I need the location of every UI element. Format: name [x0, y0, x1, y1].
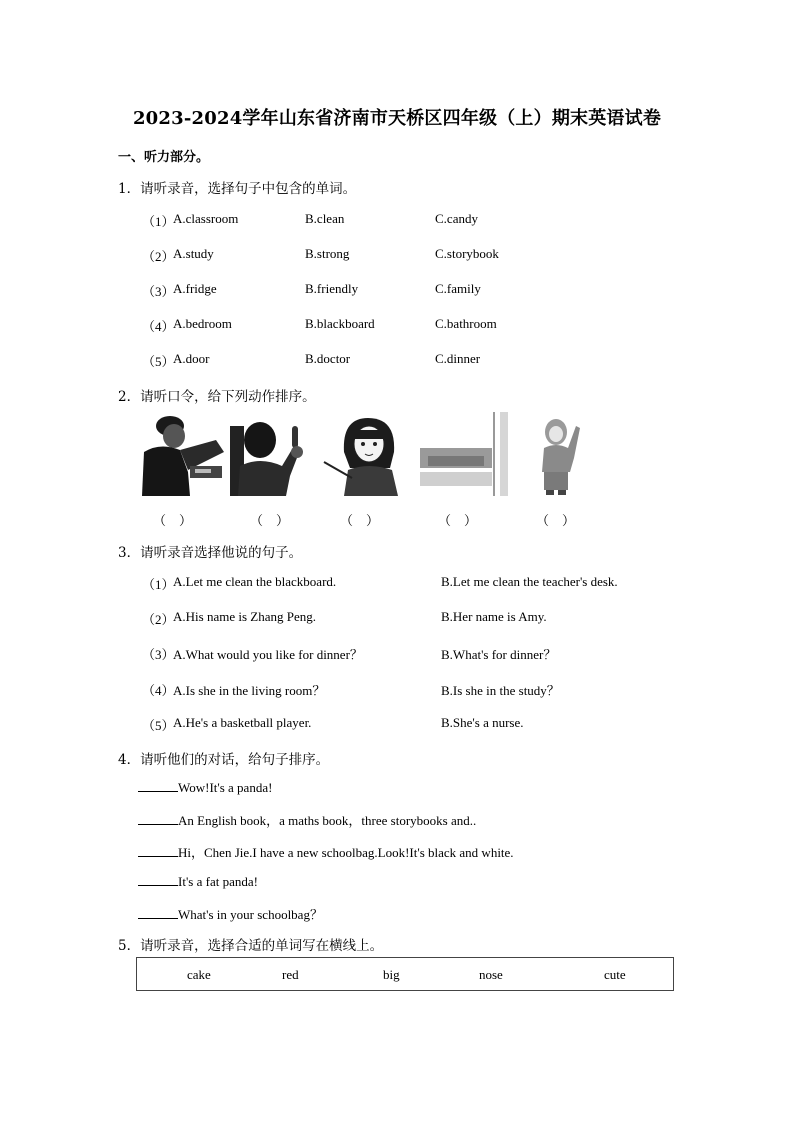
q1-option-c: C.bathroom: [435, 316, 497, 331]
q3-row-num: （2）: [142, 612, 175, 627]
page-title: 2023-2024学年山东省济南市天桥区四年级（上）期末英语试卷: [132, 108, 662, 129]
q3-option-a: A.His name is Zhang Peng.: [173, 609, 316, 624]
dialogue-line: What's in your schoolbag？: [138, 904, 323, 923]
word-bank-item: red: [282, 967, 299, 982]
picture-room-scene: [420, 412, 510, 496]
q3-option-b: B.What's for dinner？: [441, 647, 557, 662]
q1-option-c: C.dinner: [435, 351, 481, 366]
answer-paren[interactable]: （ ）: [536, 513, 576, 528]
q3-option-a: A.He's a basketball player.: [173, 715, 312, 730]
q1-option-a: A.classroom: [173, 211, 239, 226]
answer-blank[interactable]: [138, 779, 178, 792]
word-bank: [136, 957, 674, 991]
q3-row-num: （4）: [142, 683, 175, 698]
answer-paren[interactable]: （ ）: [438, 513, 478, 528]
q3-row-num: （1）: [142, 577, 175, 592]
question-5-prompt: 5．请听录音，选择合适的单词写在横线上。: [118, 938, 384, 954]
picture-girl-with-pointer: [320, 412, 416, 496]
answer-paren[interactable]: （ ）: [250, 513, 290, 528]
section-heading: 一、听力部分。: [118, 150, 210, 165]
q3-option-b: B.Her name is Amy.: [441, 609, 547, 624]
question-4-prompt: 4．请听他们的对话，给句子排序。: [118, 752, 330, 768]
q1-option-c: C.family: [435, 281, 481, 296]
q1-option-b: B.clean: [305, 211, 345, 226]
q1-row-num: （4）: [142, 319, 175, 334]
question-1-prompt: 1．请听录音，选择句子中包含的单词。: [118, 181, 357, 197]
q1-option-b: B.blackboard: [305, 316, 375, 331]
q3-option-a: A.What would you like for dinner？: [173, 647, 363, 662]
answer-blank[interactable]: [138, 812, 178, 825]
picture-boy-pointing: [230, 412, 312, 496]
picture-girl-waving: [536, 412, 584, 496]
q1-option-a: A.door: [173, 351, 210, 366]
q1-option-a: A.study: [173, 246, 214, 261]
answer-blank[interactable]: [138, 906, 178, 919]
q1-row-num: （3）: [142, 284, 175, 299]
word-bank-item: cake: [187, 967, 211, 982]
q3-row-num: （5）: [142, 718, 175, 733]
q3-option-b: B.Let me clean the teacher's desk.: [441, 574, 618, 589]
q3-option-b: B.Is she in the study？: [441, 683, 560, 698]
q1-option-c: C.storybook: [435, 246, 499, 261]
q1-option-a: A.fridge: [173, 281, 217, 296]
picture-man-at-desk: [140, 412, 228, 496]
q3-option-a: A.Is she in the living room？: [173, 683, 326, 698]
dialogue-line: Hi，Chen Jie.I have a new schoolbag.Look!It's black and white.: [138, 842, 514, 861]
question-3-prompt: 3．请听录音选择他说的句子。: [118, 545, 303, 561]
answer-blank[interactable]: [138, 873, 178, 886]
action-pictures: [140, 412, 600, 496]
q1-row-num: （1）: [142, 214, 175, 229]
q1-option-b: B.strong: [305, 246, 350, 261]
q1-option-c: C.candy: [435, 211, 478, 226]
question-2-prompt: 2．请听口令，给下列动作排序。: [118, 389, 316, 405]
q1-option-b: B.doctor: [305, 351, 351, 366]
dialogue-line: It's a fat panda!: [138, 873, 258, 890]
q3-option-b: B.She's a nurse.: [441, 715, 524, 730]
q3-row-num: （3）: [142, 647, 175, 662]
q1-option-b: B.friendly: [305, 281, 359, 296]
word-bank-item: big: [383, 967, 400, 982]
dialogue-line: Wow!It's a panda!: [138, 779, 272, 796]
answer-paren[interactable]: （ ）: [153, 513, 193, 528]
q1-row-num: （5）: [142, 354, 175, 369]
word-bank-item: nose: [479, 967, 503, 982]
answer-paren[interactable]: （ ）: [340, 513, 380, 528]
q1-option-a: A.bedroom: [173, 316, 232, 331]
q1-row-num: （2）: [142, 249, 175, 264]
word-bank-item: cute: [604, 967, 626, 982]
answer-blank[interactable]: [138, 844, 178, 857]
dialogue-line: An English book，a maths book，three storybooks and..: [138, 810, 476, 829]
q3-option-a: A.Let me clean the blackboard.: [173, 574, 337, 589]
